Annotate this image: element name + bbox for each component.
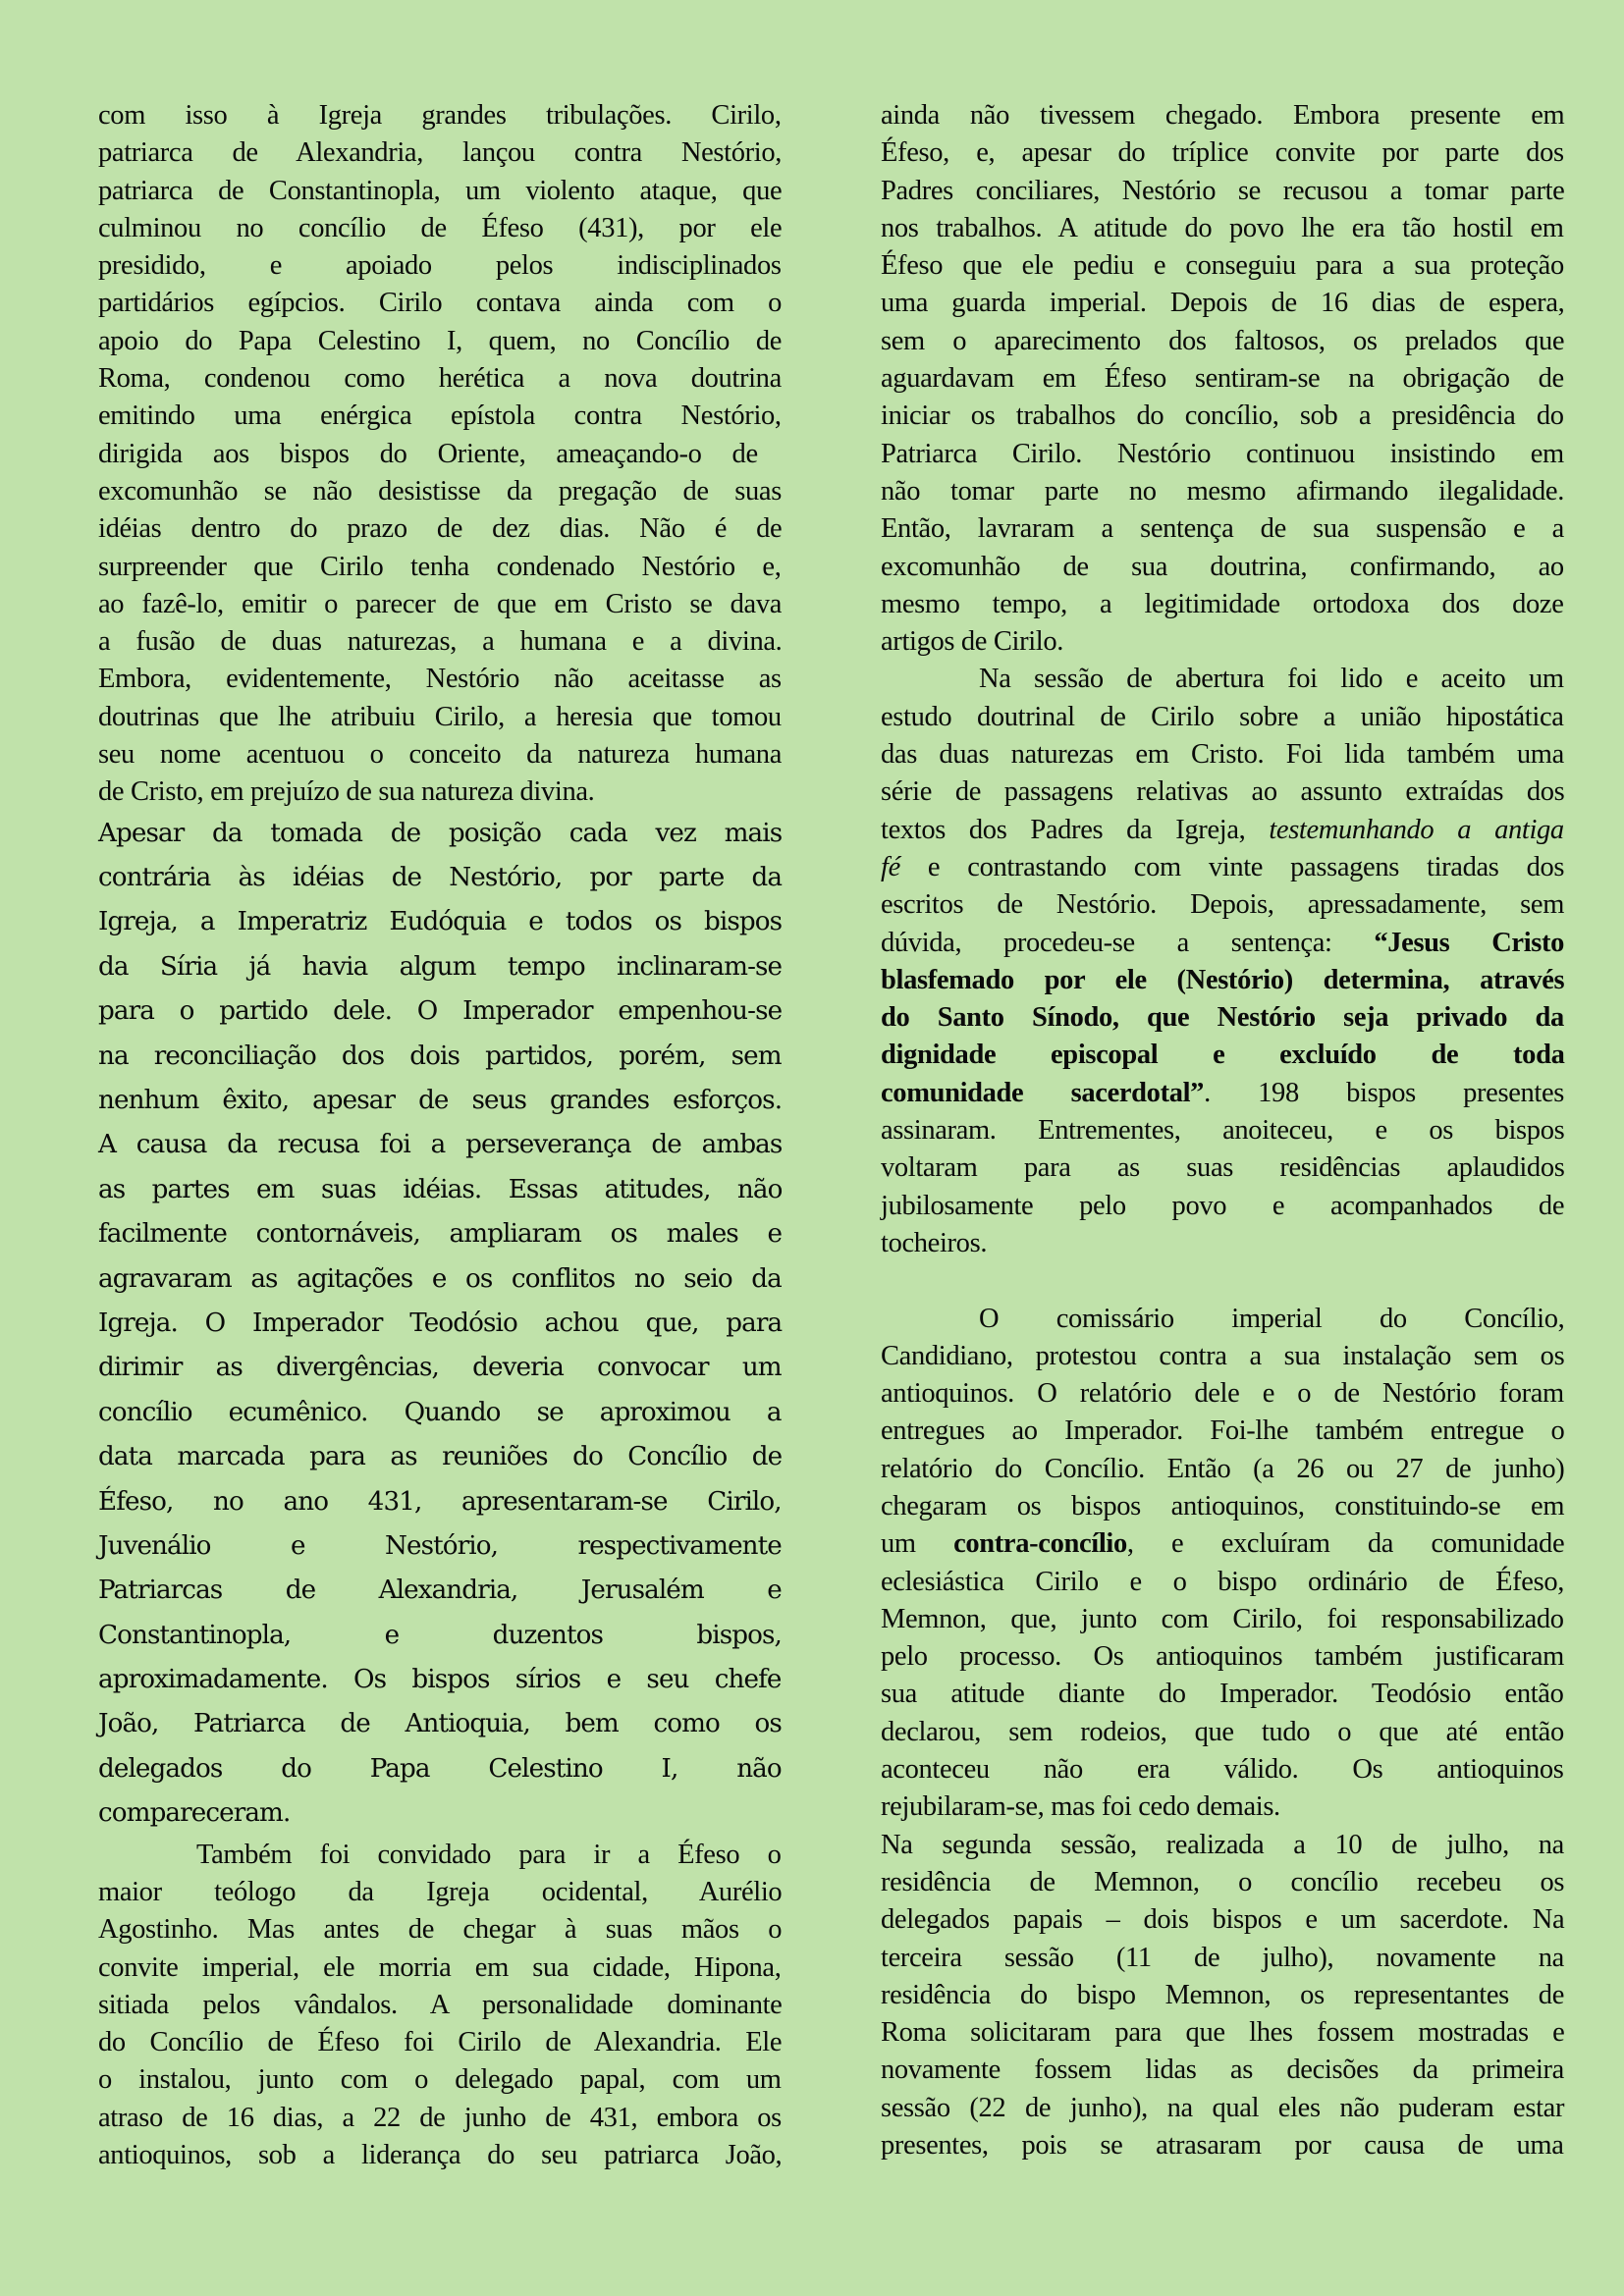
text-line: contrária às idéias de Nestório, por parte da bbox=[98, 863, 783, 893]
text-line: Éfeso, no ano 431, apresentaram-se Cirilo, bbox=[98, 1486, 782, 1517]
text-line: Agostinho. Mas antes de chegar à suas mãos o bbox=[98, 1914, 783, 1946]
text-line: patriarca de Constantinopla, um violento ataque, que bbox=[98, 175, 783, 206]
text-line: pelo processo. Os antioquinos também justificaram bbox=[881, 1641, 1564, 1673]
text-line: doutrinas que lhe atribuiu Cirilo, a heresia que tomou bbox=[98, 701, 782, 732]
text-line bbox=[881, 812, 1564, 849]
text-line: ao fazê-lo, emitir o parecer de que em Cristo se dava bbox=[98, 588, 783, 619]
text-line: aguardavam em Éfeso sentiram-se na obrigação de bbox=[881, 363, 1564, 395]
text-line bbox=[881, 925, 1564, 962]
text-line: para o partido dele. O Imperador empenhou-se bbox=[98, 996, 783, 1027]
text-line: maior teólogo da Igreja ocidental, Aurélio bbox=[98, 1876, 783, 1907]
bold-sentence-line: do Santo Sínodo, que Nestório seja privado da bbox=[881, 1002, 1564, 1034]
text-line: terceira sessão (11 de julho), novamente na bbox=[881, 1942, 1564, 1973]
text-run: e contrastando com vinte passagens tiradas dos bbox=[899, 851, 1565, 882]
italic-quote: testemunhando a antiga bbox=[1269, 814, 1564, 845]
text-line bbox=[881, 1525, 1564, 1563]
text-line: antioquinos, sob a liderança do seu patriarca João, bbox=[98, 2140, 783, 2170]
bold-sentence-line: dignidade episcopal e excluído de toda bbox=[881, 1040, 1565, 1071]
text-line: Memnon, que, junto com Cirilo, foi responsabilizado bbox=[881, 1603, 1564, 1634]
text-line: aproximadamente. Os bispos sírios e seu chefe bbox=[98, 1665, 782, 1695]
bold-term: contra-concílio bbox=[953, 1528, 1127, 1560]
text-run: um bbox=[881, 1528, 954, 1560]
text-line: residência de Memnon, o concílio recebeu os bbox=[881, 1866, 1565, 1897]
text-line: Éfeso que ele pediu e conseguiu para a sua proteção bbox=[881, 250, 1564, 282]
bold-sentence: “Jesus Cristo bbox=[1374, 927, 1565, 958]
text-line: tocheiros. bbox=[881, 1227, 988, 1258]
text-run: , e excluíram da comunidade bbox=[1126, 1528, 1565, 1560]
text-line: a fusão de duas naturezas, a humana e a divina. bbox=[98, 626, 783, 658]
text-line: culminou no concílio de Éfeso (431), por ele bbox=[98, 212, 783, 243]
text-line: chegaram os bispos antioquinos, constituindo-se em bbox=[881, 1490, 1565, 1522]
text-line: dirigida aos bispos do Oriente, ameaçando-o de bbox=[98, 438, 758, 469]
text-line: da Síria já havia algum tempo inclinaram-se bbox=[98, 951, 783, 982]
right-column bbox=[881, 97, 1564, 2164]
text-line: antioquinos. O relatório dele e o de Nestório foram bbox=[881, 1378, 1564, 1410]
text-line: jubilosamente pelo povo e acompanhados de bbox=[881, 1190, 1565, 1221]
text-line: Juvenálio e Nestório, respectivamente bbox=[98, 1530, 782, 1561]
paragraph-agostinho bbox=[98, 1837, 782, 2175]
text-line: Na sessão de abertura foi lido e aceito um bbox=[979, 664, 1564, 695]
text-line: Roma, condenou como herética a nova doutrina bbox=[98, 363, 782, 395]
text-line: Candidiano, protestou contra a sua instalação sem os bbox=[881, 1340, 1565, 1371]
text-line bbox=[881, 1075, 1564, 1112]
text-line: do Concílio de Éfeso foi Cirilo de Alexandria. Ele bbox=[98, 2027, 783, 2058]
text-line: Então, lavraram a sentença de sua suspensão e a bbox=[881, 513, 1564, 545]
text-line: não tomar parte no mesmo afirmando ilegalidade. bbox=[881, 475, 1564, 507]
text-line: o instalou, junto com o delegado papal, com um bbox=[98, 2064, 782, 2096]
text-line: João, Patriarca de Antioquia, bem como os bbox=[98, 1709, 782, 1739]
text-line bbox=[881, 849, 1564, 886]
text-line: excomunhão de sua doutrina, confirmando, ao bbox=[881, 551, 1564, 582]
text-line: na reconciliação dos dois partidos, porém, sem bbox=[98, 1041, 782, 1071]
text-line: relatório do Concílio. Então (a 26 ou 27 de junho) bbox=[881, 1453, 1565, 1484]
paragraph-segunda-sessao bbox=[881, 1827, 1564, 2165]
text-run: . 198 bispos presentes bbox=[1204, 1077, 1565, 1108]
text-line: seu nome acentuou o conceito da natureza humana bbox=[98, 739, 783, 771]
text-line: emitindo uma enérgica epístola contra Nestório, bbox=[98, 400, 782, 432]
text-line: delegados papais – dois bispos e um sacerdote. Na bbox=[881, 1904, 1565, 1936]
text-line: delegados do Papa Celestino I, não bbox=[98, 1753, 782, 1784]
text-line: Também foi convidado para ir a Éfeso o bbox=[196, 1839, 782, 1870]
paragraph-comissario bbox=[881, 1301, 1564, 1827]
text-line: facilmente contornáveis, ampliaram os males e bbox=[98, 1219, 783, 1250]
text-line: patriarca de Alexandria, lançou contra Nestório, bbox=[98, 137, 783, 169]
paragraph-gap bbox=[881, 1262, 1564, 1300]
text-line: surpreender que Cirilo tenha condenado Nestório e, bbox=[98, 551, 782, 582]
text-line: Roma solicitaram para que lhes fossem mostradas e bbox=[881, 2017, 1565, 2049]
paragraph-sessao-abertura bbox=[881, 661, 1564, 1262]
text-line: iniciar os trabalhos do concílio, sob a presidência do bbox=[881, 400, 1564, 432]
paragraph-imperador-reconciliacao bbox=[98, 812, 782, 1837]
text-line: mesmo tempo, a legitimidade ortodoxa dos doze bbox=[881, 588, 1564, 619]
text-line: data marcada para as reuniões do Concílio de bbox=[98, 1442, 783, 1472]
text-line: nenhum êxito, apesar de seus grandes esforços. bbox=[98, 1085, 783, 1115]
text-line: novamente fossem lidas as decisões da primeira bbox=[881, 2055, 1564, 2086]
text-line: sessão (22 de junho), na qual eles não puderam estar bbox=[881, 2092, 1565, 2123]
text-line: sem o aparecimento dos faltosos, os prelados que bbox=[881, 325, 1565, 356]
bold-sentence: comunidade sacerdotal” bbox=[881, 1077, 1205, 1108]
text-line: Éfeso, e, apesar do tríplice convite por parte dos bbox=[881, 137, 1564, 169]
text-line: convite imperial, ele morria em sua cidade, Hipona, bbox=[98, 1951, 782, 1983]
text-line: uma guarda imperial. Depois de 16 dias de espera, bbox=[881, 288, 1565, 319]
text-line: estudo doutrinal de Cirilo sobre a união hipostática bbox=[881, 701, 1564, 732]
text-line: dirimir as divergências, deveria convocar um bbox=[98, 1353, 782, 1383]
text-line: partidários egípcios. Cirilo contava ainda com o bbox=[98, 288, 783, 319]
text-line: nos trabalhos. A atitude do povo lhe era tão hostil em bbox=[881, 212, 1564, 243]
text-line: Igreja, a Imperatriz Eudóquia e todos os bispos bbox=[98, 907, 783, 937]
text-line: voltaram para as suas residências aplaudidos bbox=[881, 1152, 1565, 1184]
text-line: sua atitude diante do Imperador. Teodósio então bbox=[881, 1679, 1564, 1710]
text-line: rejubilaram-se, mas foi cedo demais. bbox=[881, 1791, 1280, 1823]
text-line: escritos de Nestório. Depois, apressadamente, sem bbox=[881, 889, 1565, 921]
text-line: Constantinopla, e duzentos bispos, bbox=[98, 1620, 782, 1650]
paragraph-cirilo-attack bbox=[98, 97, 782, 812]
text-line: com isso à Igreja grandes tribulações. Cirilo, bbox=[98, 100, 782, 131]
italic-quote: fé bbox=[881, 851, 900, 882]
text-line: apoio do Papa Celestino I, quem, no Concílio de bbox=[98, 325, 783, 356]
text-line: Patriarcas de Alexandria, Jerusalém e bbox=[98, 1575, 782, 1606]
text-line: Apesar da tomada de posição cada vez mais bbox=[98, 818, 783, 848]
text-line: excomunhão se não desistisse da pregação de suas bbox=[98, 475, 782, 507]
text-line: Embora, evidentemente, Nestório não aceitasse as bbox=[98, 664, 782, 695]
text-line: Padres conciliares, Nestório se recusou a tomar parte bbox=[881, 175, 1565, 206]
paragraph-nestorio-recusa bbox=[881, 97, 1564, 661]
bold-sentence-line: blasfemado por ele (Nestório) determina, através bbox=[881, 964, 1565, 995]
text-line: compareceram. bbox=[98, 1798, 291, 1829]
text-line: aconteceu não era válido. Os antioquinos bbox=[881, 1754, 1564, 1786]
text-run: dúvida, procedeu-se a sentença: bbox=[881, 927, 1375, 958]
text-line: A causa da recusa foi a perseverança de ambas bbox=[98, 1130, 783, 1160]
text-line: Na segunda sessão, realizada a 10 de julho, na bbox=[881, 1829, 1564, 1860]
text-line: artigos de Cirilo. bbox=[881, 626, 1064, 658]
text-line: concílio ecumênico. Quando se aproximou a bbox=[98, 1397, 782, 1427]
text-line: assinaram. Entrementes, anoiteceu, e os bispos bbox=[881, 1115, 1565, 1147]
text-line: residência do bispo Memnon, os representantes de bbox=[881, 1979, 1564, 2010]
text-line: idéias dentro do prazo de dez dias. Não é de bbox=[98, 513, 783, 545]
text-line: Igreja. O Imperador Teodósio achou que, para bbox=[98, 1308, 783, 1338]
text-line: eclesiástica Cirilo e o bispo ordinário de Éfeso, bbox=[881, 1566, 1565, 1597]
text-line: Patriarca Cirilo. Nestório continuou insistindo em bbox=[881, 438, 1564, 469]
text-run: textos dos Padres da Igreja, bbox=[881, 814, 1270, 845]
text-line: atraso de 16 dias, a 22 de junho de 431, embora os bbox=[98, 2102, 782, 2133]
text-line: de Cristo, em prejuízo de sua natureza divina. bbox=[98, 776, 595, 808]
text-line: entregues ao Imperador. Foi-lhe também entregue o bbox=[881, 1415, 1565, 1447]
text-line: agravaram as agitações e os conflitos no seio da bbox=[98, 1263, 782, 1294]
text-line: ainda não tivessem chegado. Embora presente em bbox=[881, 100, 1565, 131]
left-column bbox=[98, 97, 782, 2174]
text-line: das duas naturezas em Cristo. Foi lida também uma bbox=[881, 739, 1564, 771]
text-line: presentes, pois se atrasaram por causa de uma bbox=[881, 2130, 1564, 2162]
text-line: sitiada pelos vândalos. A personalidade dominante bbox=[98, 1989, 783, 2020]
text-line: presidido, e apoiado pelos indisciplinados bbox=[98, 250, 782, 282]
text-line: as partes em suas idéias. Essas atitudes, não bbox=[98, 1174, 783, 1204]
text-line: declarou, sem rodeios, que tudo o que até então bbox=[881, 1716, 1564, 1747]
text-line: série de passagens relativas ao assunto extraídas dos bbox=[881, 776, 1565, 808]
text-line: O comissário imperial do Concílio, bbox=[979, 1303, 1565, 1334]
